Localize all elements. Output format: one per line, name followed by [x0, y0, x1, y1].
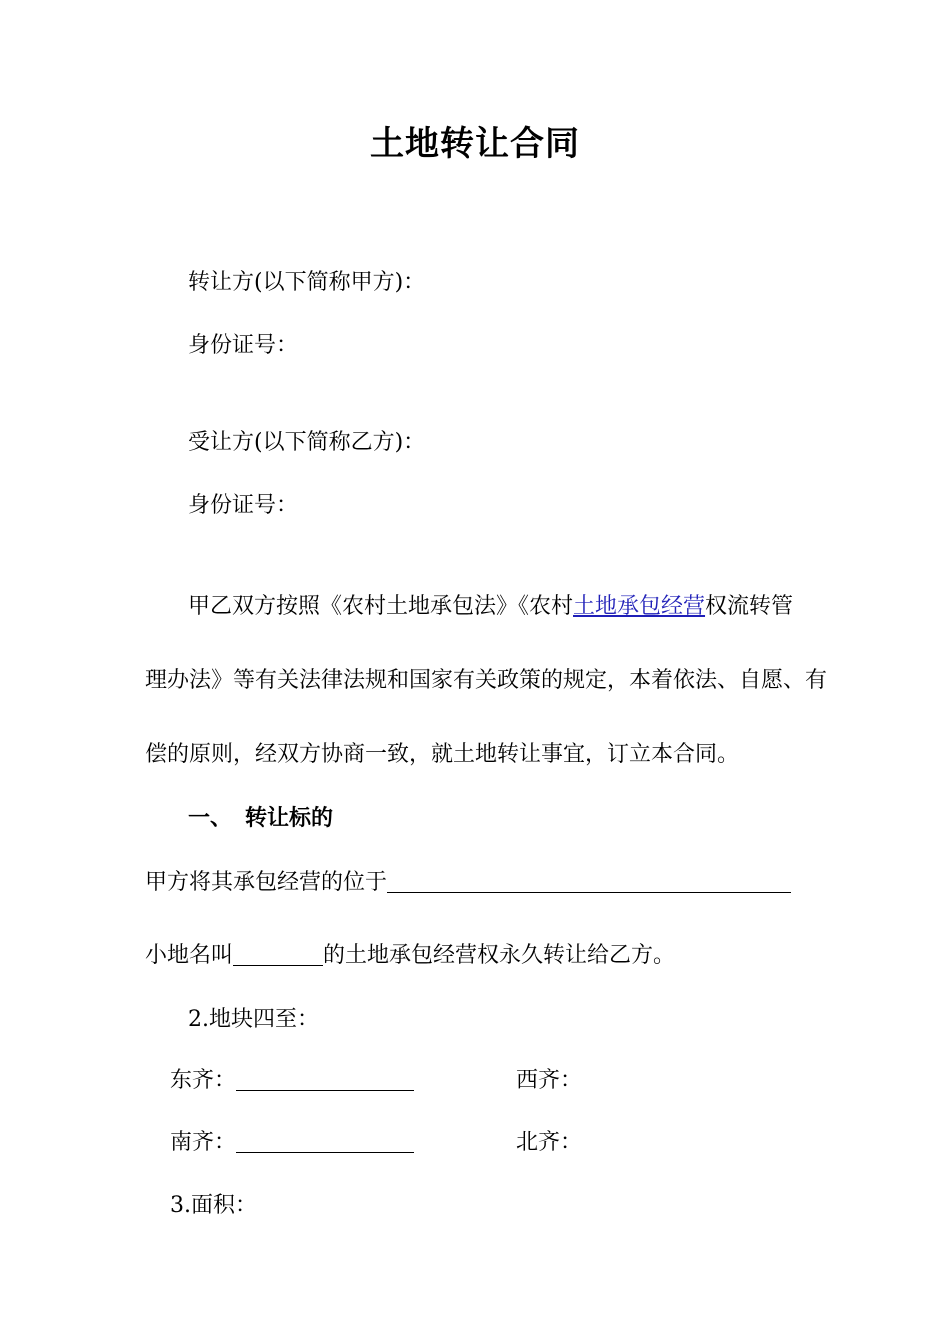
place-name-prefix: 小地名叫 [145, 943, 234, 968]
place-name-suffix: 的土地承包经营权永久转让给乙方。 [323, 943, 676, 968]
location-label: 甲方将其承包经营的位于 [145, 870, 388, 895]
intro-line-1-before: 甲乙双方按照《农村土地承包法》《农村 [188, 594, 574, 619]
south-blank[interactable] [236, 1128, 414, 1153]
intro-line-3: 偿的原则，经双方协商一致，就土地转让事宜，订立本合同。 [145, 742, 740, 767]
section-1-number: 一、 [188, 806, 233, 831]
intro-line-1-after: 权流转管 [705, 594, 794, 619]
east-label: 东齐： [170, 1068, 237, 1093]
north-label: 北齐： [516, 1130, 583, 1155]
location-blank[interactable] [387, 868, 791, 893]
place-name-line [145, 941, 675, 971]
south-line [170, 1128, 414, 1158]
south-label: 南齐： [170, 1130, 237, 1155]
party-b-id-label: 身份证号： [188, 493, 299, 518]
intro-line-1 [188, 592, 793, 622]
section-1-heading: 转让标的 [245, 806, 334, 831]
party-b-label: 受让方(以下简称乙方)： [188, 430, 426, 455]
party-a-id-label: 身份证号： [188, 333, 299, 358]
intro-line-2: 理办法》等有关法律法规和国家有关政策的规定，本着依法、自愿、有 [145, 668, 828, 693]
east-blank[interactable] [236, 1066, 414, 1091]
boundaries-label: 2.地块四至： [188, 1007, 319, 1032]
place-name-blank[interactable] [233, 941, 323, 966]
area-label: 3.面积： [170, 1193, 257, 1218]
west-label: 西齐： [516, 1068, 583, 1093]
document-title: 土地转让合同 [370, 124, 580, 164]
location-line [145, 868, 791, 898]
east-line [170, 1066, 414, 1096]
party-a-label: 转让方(以下简称甲方)： [188, 270, 426, 295]
law-link[interactable]: 土地承包经营 [573, 594, 706, 619]
